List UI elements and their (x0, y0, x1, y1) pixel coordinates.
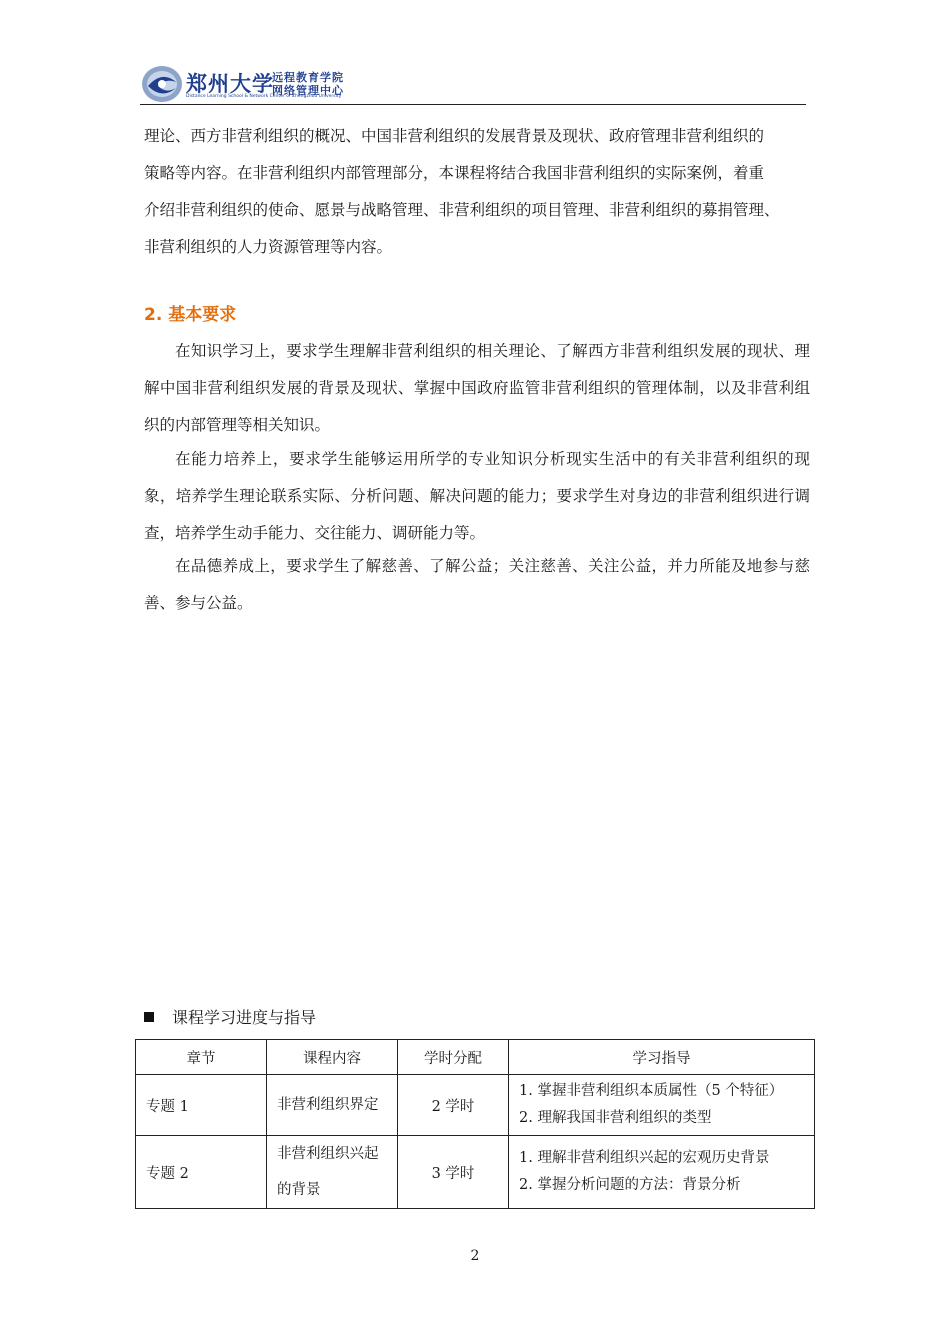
section-heading: 2. 基本要求 (144, 305, 237, 325)
content-line: 的背景 (277, 1182, 321, 1198)
logo-subtitle-1: 远程教育学院 (272, 71, 344, 84)
table-row (136, 1075, 815, 1136)
cell-hours: 2 学时 (398, 1075, 509, 1136)
intro-line: 非营利组织的人力资源管理等内容。 (144, 238, 393, 256)
table-header-row (136, 1040, 815, 1075)
cell-guide (509, 1075, 815, 1136)
guide-line: 2. 掌握分析问题的方法：背景分析 (519, 1177, 741, 1193)
table-title-text: 课程学习进度与指导 (172, 1008, 317, 1027)
cell-hours: 3 学时 (398, 1136, 509, 1209)
intro-line: 策略等内容。在非营利组织内部管理部分，本课程将结合我国非营利组织的实际案例，着重 (144, 164, 765, 182)
content-line: 非营利组织界定 (277, 1097, 379, 1113)
university-emblem-icon (140, 64, 184, 104)
requirement-knowledge-paragraph: 在知识学习上，要求学生理解非营利组织的相关理论、了解西方非营利组织发展的现状、理解中国非营利组织发展的背景及现状、掌握中国政府监管非营利组织的管理体制，以及非营利组织的内部管理等相关知识。 (144, 342, 810, 434)
header-hours: 学时分配 (398, 1040, 509, 1075)
content-line: 非营利组织兴起 (277, 1146, 379, 1162)
schedule-table (135, 1039, 815, 1209)
page-number: 2 (470, 1248, 480, 1264)
logo-title: 郑州大学 (186, 71, 274, 96)
requirement-ability-paragraph: 在能力培养上，要求学生能够运用所学的专业知识分析现实生活中的有关非营利组织的现象，培养学生理论联系实际、分析问题、解决问题的能力；要求学生对身边的非营利组织进行调查，培养学生动手能力、交往能力、调研能力等。 (144, 450, 810, 542)
table-row (136, 1136, 815, 1209)
header-divider (140, 104, 806, 105)
guide-line: 1. 掌握非营利组织本质属性（5 个特征） (519, 1083, 784, 1099)
intro-line: 理论、西方非营利组织的概况、中国非营利组织的发展背景及现状、政府管理非营利组织的 (144, 127, 765, 145)
cell-chapter: 专题 1 (136, 1075, 267, 1136)
guide-line: 1. 理解非营利组织兴起的宏观历史背景 (519, 1150, 770, 1166)
cell-chapter: 专题 2 (136, 1136, 267, 1209)
square-bullet-icon (144, 1012, 154, 1022)
cell-guide (509, 1136, 815, 1209)
header-guide: 学习指导 (509, 1040, 815, 1075)
header-chapter: 章节 (136, 1040, 267, 1075)
requirement-morality-paragraph: 在品德养成上，要求学生了解慈善、了解公益；关注慈善、关注公益，并力所能及地参与慈善、参与公益。 (144, 557, 810, 612)
logo-subtitle-2: 网络管理中心 (272, 84, 344, 97)
guide-line: 2. 理解我国非营利组织的类型 (519, 1110, 712, 1126)
cell-content (267, 1075, 398, 1136)
cell-content (267, 1136, 398, 1209)
logo-english-name: Distance Learning School & Network Center of Zhengzhou University (186, 94, 342, 99)
header-content: 课程内容 (267, 1040, 398, 1075)
table-title (144, 1005, 316, 1028)
page-header (140, 62, 806, 106)
intro-paragraph (144, 118, 810, 266)
intro-line: 介绍非营利组织的使命、愿景与战略管理、非营利组织的项目管理、非营利组织的募捐管理、 (144, 201, 780, 219)
